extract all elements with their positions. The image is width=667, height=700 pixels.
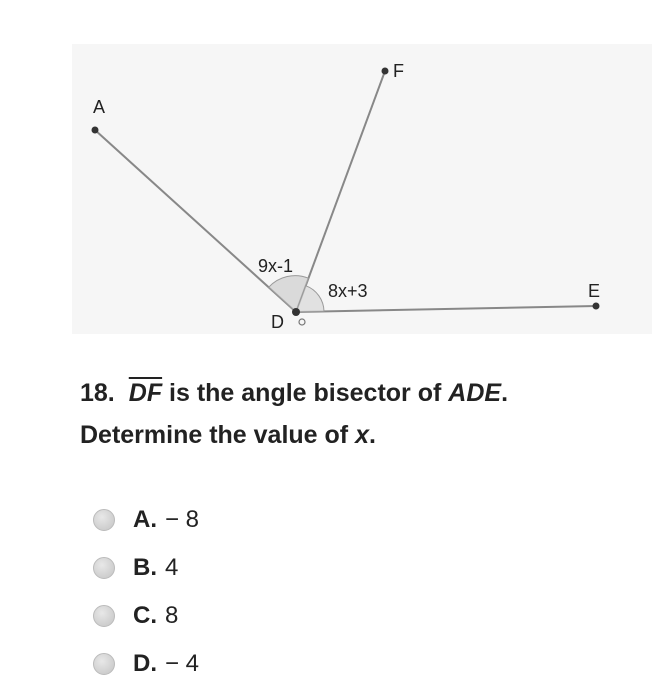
question-number: 18. <box>80 379 115 407</box>
option-label: B. 4 <box>133 554 179 581</box>
question-line-2 <box>80 414 640 456</box>
radio-button-icon[interactable] <box>93 509 115 531</box>
question-line2-text: Determine the value of <box>80 421 356 449</box>
segment-name: $\overline{DF}$ <box>128 379 163 407</box>
option-a[interactable] <box>93 496 199 544</box>
angle-label-right: 8x+3 <box>328 281 368 301</box>
option-c[interactable] <box>93 592 199 640</box>
option-label: D. − 4 <box>133 650 200 677</box>
label-e: E <box>588 281 601 301</box>
radio-button-icon[interactable] <box>93 557 115 579</box>
ray-da <box>95 130 296 312</box>
point-e <box>593 303 600 310</box>
label-a: A <box>93 97 106 117</box>
vertex-marker <box>299 319 305 325</box>
angle-diagram <box>0 0 667 340</box>
ray-de <box>296 306 596 312</box>
angle-label-left: 9x-1 <box>258 256 294 276</box>
radio-button-icon[interactable] <box>93 653 115 675</box>
ray-df <box>296 71 385 312</box>
answer-options <box>93 496 199 688</box>
question-text <box>80 372 640 456</box>
point-d <box>292 308 300 316</box>
point-a <box>92 127 99 134</box>
angle-name: ADE <box>448 379 502 407</box>
option-label: C. 8 <box>133 602 179 629</box>
point-f <box>382 68 389 75</box>
option-d[interactable] <box>93 640 199 688</box>
radio-button-icon[interactable] <box>93 605 115 627</box>
option-b[interactable] <box>93 544 199 592</box>
label-f: F <box>393 61 404 81</box>
question-text-part1: is the angle bisector of <box>162 379 449 407</box>
variable-name: x <box>355 421 369 449</box>
label-d: D <box>271 312 284 332</box>
question-text-part2: . <box>501 379 509 407</box>
question-line-1 <box>80 372 640 414</box>
question-line2-end: . <box>368 421 376 449</box>
option-label: A. − 8 <box>133 506 200 533</box>
